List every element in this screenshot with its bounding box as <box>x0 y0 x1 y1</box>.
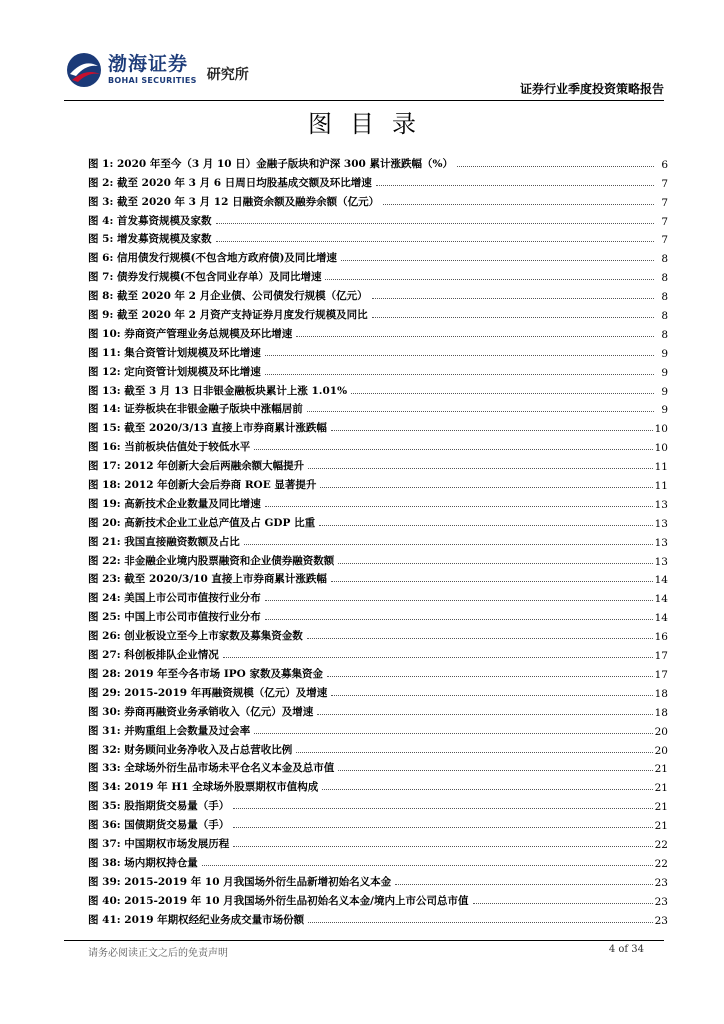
toc-leader-dots <box>320 487 652 488</box>
toc-entry[interactable] <box>88 870 668 889</box>
toc-entry-page: 13 <box>654 498 668 511</box>
toc-leader-dots <box>265 355 654 356</box>
toc-entry-label: 图 29: 2015-2019 年再融资规模（亿元）及增速 <box>88 686 328 699</box>
toc-entry[interactable] <box>88 341 668 360</box>
toc-leader-dots <box>325 279 654 280</box>
toc-leader-dots <box>223 657 653 658</box>
bohai-logo-icon <box>64 50 104 90</box>
toc-entry[interactable] <box>88 662 668 681</box>
toc-entry[interactable] <box>88 360 668 379</box>
toc-leader-dots <box>307 411 654 412</box>
toc-entry-page: 10 <box>654 423 668 436</box>
toc-entry[interactable] <box>88 889 668 908</box>
toc-entry-page: 8 <box>661 272 668 285</box>
toc-leader-dots <box>338 770 652 771</box>
toc-entry-label: 图 21: 我国直接融资数额及占比 <box>88 535 240 548</box>
toc-entry[interactable] <box>88 398 668 417</box>
toc-entry-label: 图 2: 截至 2020 年 3 月 6 日周日均股基成交额及环比增速 <box>88 176 372 189</box>
toc-leader-dots <box>254 449 652 450</box>
toc-entry-page: 14 <box>654 574 668 587</box>
toc-entry[interactable] <box>88 492 668 511</box>
toc-entry-label: 图 4: 首发募资规模及家数 <box>88 214 212 227</box>
bohai-logo <box>64 48 249 92</box>
toc-leader-dots <box>376 185 654 186</box>
toc-entry[interactable] <box>88 719 668 738</box>
toc-entry[interactable] <box>88 757 668 776</box>
toc-entry[interactable] <box>88 605 668 624</box>
toc-leader-dots <box>372 317 654 318</box>
toc-leader-dots <box>317 714 652 715</box>
toc-entry-page: 8 <box>661 253 668 266</box>
toc-entry[interactable] <box>88 549 668 568</box>
toc-leader-dots <box>331 430 653 431</box>
page-heading: 图目录 <box>308 110 434 138</box>
toc-entry[interactable] <box>88 568 668 587</box>
toc-entry-page: 10 <box>654 442 668 455</box>
toc-entry-label: 图 15: 截至 2020/3/13 直接上市券商累计涨跌幅 <box>88 422 327 435</box>
toc-leader-dots <box>233 808 652 809</box>
toc-leader-dots <box>296 336 654 337</box>
toc-entry-page: 21 <box>654 820 668 833</box>
toc-leader-dots <box>383 204 654 205</box>
toc-entry-page: 11 <box>654 480 668 493</box>
toc-entry-page: 23 <box>654 914 668 927</box>
disclaimer-note: 请务必阅读正文之后的免责声明 <box>88 948 228 959</box>
logo-english-name: BOHAI SECURITIES <box>108 76 197 85</box>
toc-entry-page: 9 <box>661 347 668 360</box>
toc-entry-label: 图 9: 截至 2020 年 2 月资产支持证券月度发行规模及同比 <box>88 309 368 322</box>
toc-entry-label: 图 10: 券商资产管理业务总规模及环比增速 <box>88 327 293 340</box>
toc-leader-dots <box>473 903 653 904</box>
toc-entry-page: 22 <box>654 838 668 851</box>
toc-leader-dots <box>216 223 655 224</box>
toc-entry-page: 9 <box>661 385 668 398</box>
toc-entry-page: 7 <box>661 177 668 190</box>
toc-entry[interactable] <box>88 416 668 435</box>
figure-list <box>88 152 668 927</box>
toc-entry[interactable] <box>88 700 668 719</box>
toc-leader-dots <box>319 525 653 526</box>
toc-entry-page: 13 <box>654 536 668 549</box>
header-divider <box>64 100 664 101</box>
toc-entry-label: 图 40: 2015-2019 年 10 月我国场外衍生品初始名义本金/境内上市公司总市值 <box>88 894 469 907</box>
page-number: 4 of 34 <box>608 944 644 955</box>
toc-leader-dots <box>395 884 652 885</box>
toc-leader-dots <box>233 827 652 828</box>
toc-entry-page: 23 <box>654 895 668 908</box>
toc-entry[interactable] <box>88 284 668 303</box>
toc-entry[interactable] <box>88 794 668 813</box>
toc-entry[interactable] <box>88 190 668 209</box>
toc-entry[interactable] <box>88 775 668 794</box>
toc-leader-dots <box>338 563 652 564</box>
toc-entry-label: 图 24: 美国上市公司市值按行业分布 <box>88 592 261 605</box>
toc-entry-label: 图 31: 并购重组上会数量及过会率 <box>88 724 251 737</box>
toc-entry-label: 图 35: 股指期货交易量（手） <box>88 800 230 813</box>
toc-entry[interactable] <box>88 586 668 605</box>
report-title: 证券行业季度投资策略报告 <box>519 82 664 96</box>
toc-entry-page: 8 <box>661 291 668 304</box>
toc-leader-dots <box>265 619 653 620</box>
toc-entry[interactable] <box>88 246 668 265</box>
toc-entry[interactable] <box>88 832 668 851</box>
toc-entry[interactable] <box>88 851 668 870</box>
toc-entry[interactable] <box>88 473 668 492</box>
toc-leader-dots <box>265 600 653 601</box>
toc-entry[interactable] <box>88 265 668 284</box>
toc-entry[interactable] <box>88 379 668 398</box>
toc-leader-dots <box>331 695 652 696</box>
toc-entry[interactable] <box>88 738 668 757</box>
toc-entry-page: 14 <box>654 612 668 625</box>
toc-entry-label: 图 32: 财务顾问业务净收入及占总营收比例 <box>88 743 293 756</box>
toc-leader-dots <box>202 865 653 866</box>
toc-entry-label: 图 3: 截至 2020 年 3 月 12 日融资余额及融券余额（亿元） <box>88 195 380 208</box>
toc-entry-page: 21 <box>654 763 668 776</box>
toc-leader-dots <box>327 676 653 677</box>
toc-entry-page: 18 <box>654 706 668 719</box>
toc-entry-page: 13 <box>654 517 668 530</box>
toc-entry-page: 18 <box>654 687 668 700</box>
toc-leader-dots <box>307 638 653 639</box>
toc-entry-page: 8 <box>661 310 668 323</box>
logo-chinese-name: 渤海证券 <box>108 53 189 75</box>
toc-entry[interactable] <box>88 171 668 190</box>
toc-entry[interactable] <box>88 511 668 530</box>
toc-entry-page: 16 <box>654 631 668 644</box>
toc-leader-dots <box>265 374 654 375</box>
toc-entry-label: 图 34: 2019 年 H1 全球场外股票期权市值构成 <box>88 781 319 794</box>
toc-entry-label: 图 5: 增发募资规模及家数 <box>88 233 212 246</box>
toc-entry-label: 图 27: 科创板排队企业情况 <box>88 649 219 662</box>
toc-entry-page: 13 <box>654 555 668 568</box>
toc-entry-label: 图 12: 定向资管计划规模及环比增速 <box>88 365 261 378</box>
toc-entry-label: 图 30: 券商再融资业务承销收入（亿元）及增速 <box>88 705 314 718</box>
toc-entry[interactable] <box>88 228 668 247</box>
toc-entry-page: 9 <box>661 366 668 379</box>
toc-entry-page: 20 <box>654 744 668 757</box>
toc-entry[interactable] <box>88 322 668 341</box>
toc-leader-dots <box>296 752 652 753</box>
toc-leader-dots <box>308 922 652 923</box>
toc-entry[interactable] <box>88 209 668 228</box>
toc-entry-page: 21 <box>654 782 668 795</box>
institute-name: 研究所 <box>206 67 249 83</box>
toc-entry-page: 17 <box>654 650 668 663</box>
toc-leader-dots <box>216 241 655 242</box>
toc-entry-label: 图 25: 中国上市公司市值按行业分布 <box>88 611 261 624</box>
toc-leader-dots <box>308 468 652 469</box>
toc-leader-dots <box>322 789 652 790</box>
toc-entry-page: 14 <box>654 593 668 606</box>
toc-entry-page: 7 <box>661 196 668 209</box>
toc-entry-label: 图 17: 2012 年创新大会后两融余额大幅提升 <box>88 460 305 473</box>
toc-entry-page: 7 <box>661 234 668 247</box>
toc-entry-label: 图 20: 高新技术企业工业总产值及占 GDP 比重 <box>88 516 316 529</box>
toc-leader-dots <box>254 733 652 734</box>
toc-entry[interactable] <box>88 303 668 322</box>
toc-entry-page: 23 <box>654 876 668 889</box>
toc-entry-label: 图 26: 创业板设立至今上市家数及募集资金数 <box>88 630 303 643</box>
toc-leader-dots <box>457 166 654 167</box>
toc-entry-label: 图 28: 2019 年至今各市场 IPO 家数及募集资金 <box>88 667 323 680</box>
toc-entry-page: 8 <box>661 328 668 341</box>
toc-entry-label: 图 6: 信用债发行规模(不包含地方政府债)及同比增速 <box>88 252 337 265</box>
toc-entry-label: 图 14: 证券板块在非银金融子版块中涨幅居前 <box>88 403 303 416</box>
toc-entry-label: 图 36: 国债期货交易量（手） <box>88 819 230 832</box>
toc-entry-label: 图 18: 2012 年创新大会后券商 ROE 显著提升 <box>88 479 317 492</box>
toc-entry-page: 22 <box>654 857 668 870</box>
toc-entry[interactable] <box>88 152 668 171</box>
toc-entry[interactable] <box>88 435 668 454</box>
toc-entry-page: 21 <box>654 801 668 814</box>
toc-entry-label: 图 37: 中国期权市场发展历程 <box>88 837 230 850</box>
toc-entry-label: 图 23: 截至 2020/3/10 直接上市券商累计涨跌幅 <box>88 573 327 586</box>
toc-entry[interactable] <box>88 681 668 700</box>
toc-entry-page: 7 <box>661 215 668 228</box>
toc-entry[interactable] <box>88 530 668 549</box>
toc-entry-label: 图 16: 当前板块估值处于较低水平 <box>88 441 251 454</box>
toc-leader-dots <box>351 393 654 394</box>
toc-leader-dots <box>233 846 652 847</box>
toc-entry-label: 图 41: 2019 年期权经纪业务成交量市场份额 <box>88 913 305 926</box>
toc-entry-page: 11 <box>654 461 668 474</box>
toc-entry-label: 图 39: 2015-2019 年 10 月我国场外衍生品新增初始名义本金 <box>88 875 392 888</box>
toc-entry-page: 9 <box>661 404 668 417</box>
toc-entry-label: 图 38: 场内期权持仓量 <box>88 856 198 869</box>
toc-entry-label: 图 22: 非金融企业境内股票融资和企业债券融资数额 <box>88 554 335 567</box>
toc-entry[interactable] <box>88 813 668 832</box>
toc-entry[interactable] <box>88 908 668 927</box>
toc-entry[interactable] <box>88 624 668 643</box>
toc-entry-page: 20 <box>654 725 668 738</box>
toc-entry[interactable] <box>88 643 668 662</box>
toc-entry-label: 图 13: 截至 3 月 13 日非银金融板块累计上涨 1.01% <box>88 384 348 397</box>
toc-entry-label: 图 8: 截至 2020 年 2 月企业债、公司债发行规模（亿元） <box>88 290 368 303</box>
toc-entry-label: 图 7: 债券发行规模(不包含同业存单）及同比增速 <box>88 271 322 284</box>
page-header <box>64 48 664 100</box>
toc-entry-label: 图 11: 集合资管计划规模及环比增速 <box>88 346 261 359</box>
footer-divider <box>64 940 664 941</box>
toc-entry[interactable] <box>88 454 668 473</box>
toc-leader-dots <box>331 581 653 582</box>
toc-entry-page: 6 <box>661 158 668 171</box>
toc-leader-dots <box>341 260 654 261</box>
toc-leader-dots <box>265 506 653 507</box>
toc-entry-label: 图 33: 全球场外衍生品市场未平仓名义本金及总市值 <box>88 762 335 775</box>
toc-entry-label: 图 1: 2020 年至今（3 月 10 日）金融子版块和沪深 300 累计涨跌幅（%） <box>88 157 453 170</box>
toc-entry-page: 17 <box>654 668 668 681</box>
toc-leader-dots <box>244 544 653 545</box>
toc-entry-label: 图 19: 高新技术企业数量及同比增速 <box>88 497 261 510</box>
toc-leader-dots <box>372 298 654 299</box>
